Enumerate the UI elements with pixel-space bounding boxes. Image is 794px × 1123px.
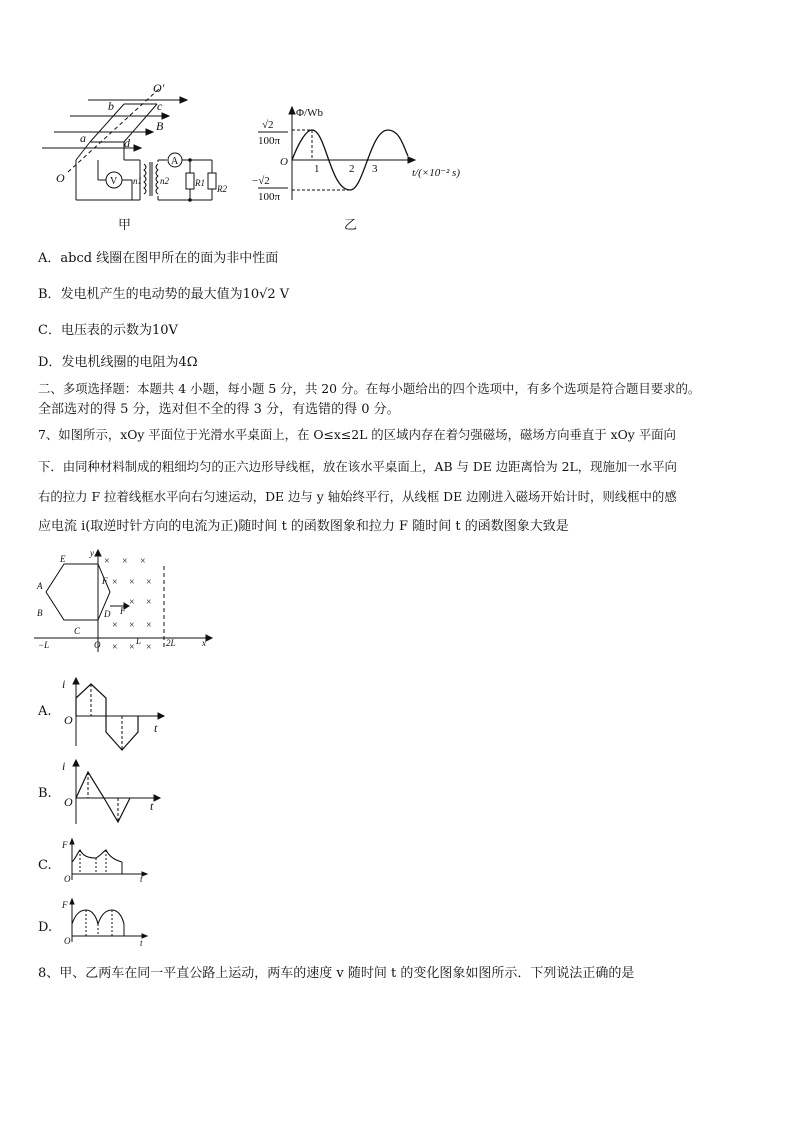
q6-option-a [38,250,278,268]
yi-y-axis-label: Φ/Wb [296,107,323,119]
label-c: c [157,99,163,113]
label-r1: R1 [195,178,205,188]
svg-text:×: × [129,620,135,631]
yi-top-num: √2 [262,119,274,131]
q7-label-2l: 2L [166,638,176,648]
q7-label-neg-l: −L [38,640,50,650]
q7-label-x: x [202,638,206,648]
q6-option-d-label: D． [38,355,62,370]
q7-label-a: A [37,581,43,591]
q7-option-b-graph [60,758,166,832]
yi-x-axis-label: t/(×10⁻² s) [412,167,460,179]
q7-option-c-label: C. [38,858,52,873]
yi-bottom-num: −√2 [252,175,270,187]
svg-text:×: × [112,577,118,588]
label-r2: R2 [217,184,227,194]
svg-text:×: × [129,577,135,588]
label-a: a [80,131,86,145]
label-B: B [156,119,164,133]
q6-option-c-text: 电压表的示数为10V [60,323,178,338]
q7-label-l: L [136,636,142,646]
q7-option-c-graph [60,836,156,886]
label-b: b [108,99,114,113]
caption-jia: 甲 [118,218,132,233]
yi-origin: O [280,156,288,168]
q6-option-d-text: 发电机线圈的电阻为4Ω [61,355,198,370]
q7-b-axis-x: t [150,799,154,813]
svg-text:×: × [122,556,128,567]
caption-yi: 乙 [344,218,358,233]
yi-tick-1: 1 [314,163,320,175]
q8-line1: 8、甲、乙两车在同一平直公路上运动，两车的速度 v 随时间 t 的变化图象如图所示．下列说法正确的是 [38,966,635,981]
label-o: O [56,171,65,185]
q6-option-a-text: abcd 线圈在图甲所在的面为非中性面 [60,251,279,266]
q7-label-d: D [104,609,111,619]
q6-option-b-label: B． [38,287,61,302]
q7-c-axis-y: F [62,840,68,850]
label-d: d [124,136,130,150]
section2-line1: 二、多项选择题：本题共 4 小题，每小题 5 分，共 20 分。在每小题给出的四个选项中，有多个选项是符合题目要求的。 [38,381,701,396]
yi-top-den: 100π [258,135,281,147]
q7-a-axis-x: t [154,721,158,735]
svg-text:×: × [146,620,152,631]
svg-text:×: × [146,642,152,653]
q7-a-axis-y: i [62,677,66,691]
figure-yi [250,104,480,204]
svg-text:×: × [104,556,110,567]
label-ammeter: A [171,156,179,167]
q7-option-d-graph [60,896,156,948]
q7-label-b: B [37,608,43,618]
label-o-prime: O′ [153,81,165,95]
q7-d-axis-x: t [140,938,143,948]
q7-line2: 下．由同种材料制成的粗细均匀的正六边形导线框，放在该水平桌面上，AB 与 DE 边距离恰为 2L，现施加一水平向 [38,459,677,474]
svg-text:×: × [140,556,146,567]
q7-label-y: y [90,548,94,558]
q7-a-origin: O [64,713,73,727]
q6-option-a-label: A． [38,251,61,266]
q7-label-e: E [60,554,66,564]
q6-option-c-label: C． [38,323,61,338]
q7-line1: 7、如图所示，xOy 平面位于光滑水平桌面上，在 O≤x≤2L 的区域内存在着匀强磁场，磁场方向垂直于 xOy 平面向 [38,427,676,442]
svg-text:×: × [146,597,152,608]
q6-option-c [38,322,178,340]
q7-d-origin: O [64,936,71,946]
svg-text:×: × [112,620,118,631]
yi-bottom-den: 100π [258,191,281,203]
q7-c-origin: O [64,874,71,884]
label-voltmeter: V [110,176,118,187]
svg-text:×: × [129,642,135,653]
q7-line4: 应电流 i(取逆时针方向的电流为正)随时间 t 的函数图象和拉力 F 随时间 t 的函数图象大致是 [38,519,569,534]
q7-label-f: F [102,576,108,586]
q6-option-b [38,286,289,304]
q7-line3: 右的拉力 F 拉着线框水平向右匀速运动，DE 边与 y 轴始终平行，从线框 DE 边刚进入磁场开始计时，则线框中的感 [38,489,677,504]
q7-label-force: F [120,606,126,616]
figure-jia [40,80,230,210]
q7-d-axis-y: F [62,900,68,910]
svg-text:×: × [146,577,152,588]
svg-text:×: × [112,642,118,653]
yi-tick-3: 3 [372,163,378,175]
section2-line2: 全部选对的得 5 分，选对但不全的得 3 分，有选错的得 0 分。 [38,402,400,417]
q7-c-axis-x: t [140,874,143,884]
q7-option-b-label: B. [38,786,52,801]
q6-option-d [38,354,198,372]
q7-figure [32,548,214,658]
q7-b-origin: O [64,795,73,809]
q7-option-a-graph [60,676,170,758]
q7-label-o: O [94,640,101,650]
q7-b-axis-y: i [62,759,66,773]
q7-option-d-label: D. [38,920,53,935]
yi-tick-2: 2 [349,163,355,175]
svg-text:×: × [129,597,135,608]
q7-option-a-label: A. [38,704,52,719]
label-n1: n1 [133,176,142,186]
q6-option-b-text: 发电机产生的电动势的最大值为10√2 V [60,287,290,302]
label-n2: n2 [160,176,169,186]
q7-label-c: C [74,626,81,636]
